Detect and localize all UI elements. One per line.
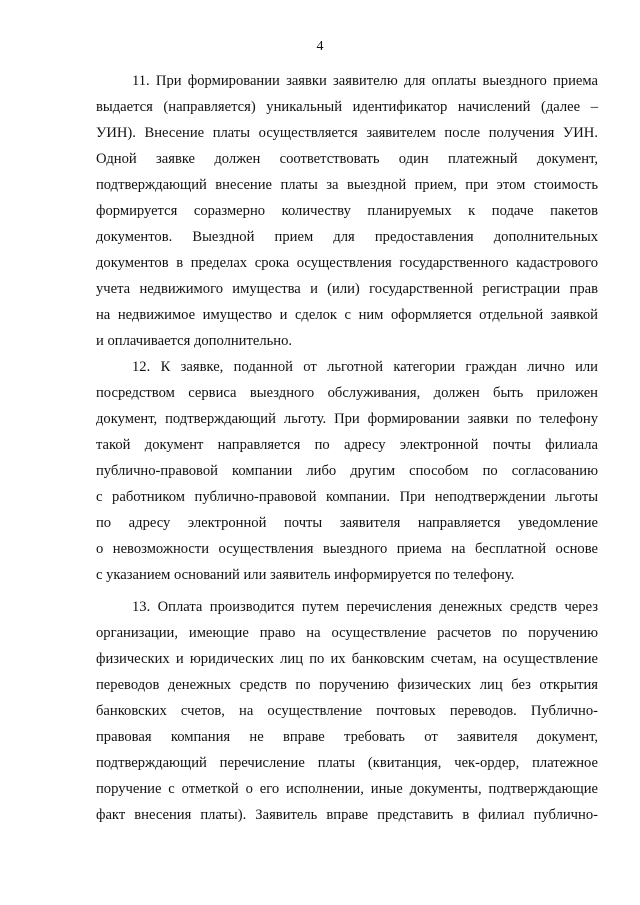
- text-line: УИН). Внесение платы осуществляется заявителем после получения УИН.: [96, 125, 598, 141]
- text-line: организации, имеющие право на осуществление расчетов по поручению: [96, 625, 598, 641]
- text-line: 11. При формировании заявки заявителю для оплаты выездного приема: [132, 73, 598, 89]
- text-line: с указанием оснований или заявитель информируется по телефону.: [96, 567, 515, 583]
- text-line: с работником публично-правовой компании. При неподтверждении льготы: [96, 489, 598, 505]
- document-body: [96, 68, 598, 828]
- text-line: о невозможности осуществления выездного приема на бесплатной основе: [96, 541, 598, 557]
- text-line: такой документ направляется по адресу электронной почты филиала: [96, 437, 598, 453]
- paragraph-1: [96, 68, 598, 354]
- text-line: на недвижимое имущество и сделок с ним оформляется отдельной заявкой: [96, 307, 598, 323]
- text-line: банковских счетов, на осуществление почтовых переводов. Публично-: [96, 703, 598, 719]
- text-line: поручение с отметкой о его исполнении, иные документы, подтверждающие: [96, 781, 598, 797]
- text-line: документов в пределах срока осуществления государственного кадастрового: [96, 255, 598, 271]
- text-line: выдается (направляется) уникальный идентификатор начислений (далее –: [96, 99, 598, 115]
- text-line: документов. Выездной прием для предоставления дополнительных: [96, 229, 598, 245]
- page-number: 4: [316, 39, 324, 54]
- text-line: формируется соразмерно количеству планируемых к подаче пакетов: [96, 203, 598, 219]
- text-line: подтверждающий внесение платы за выездной прием, при этом стоимость: [96, 177, 598, 193]
- text-line: 12. К заявке, поданной от льготной категории граждан лично или: [132, 359, 598, 375]
- text-line: физических и юридических лиц по их банковским счетам, на осуществление: [96, 651, 598, 667]
- text-line: правовая компания не вправе требовать от заявителя документ,: [96, 729, 598, 745]
- text-line: подтверждающий перечисление платы (квитанция, чек-ордер, платежное: [96, 755, 598, 771]
- text-line: 13. Оплата производится путем перечисления денежных средств через: [132, 599, 598, 615]
- text-line: учета недвижимого имущества и (или) государственной регистрации прав: [96, 281, 598, 297]
- text-line: Одной заявке должен соответствовать один платежный документ,: [96, 151, 598, 167]
- text-line: документ, подтверждающий льготу. При формировании заявки по телефону: [96, 411, 598, 427]
- paragraph-3: [96, 594, 598, 828]
- text-line: переводов денежных средств по поручению физических лиц без открытия: [96, 677, 598, 693]
- text-line: и оплачивается дополнительно.: [96, 333, 293, 349]
- text-line: по адресу электронной почты заявителя направляется уведомление: [96, 515, 598, 531]
- text-line: публично-правовой компании либо другим способом по согласованию: [96, 463, 598, 479]
- text-line: посредством сервиса выездного обслуживания, должен быть приложен: [96, 385, 598, 401]
- text-line: факт внесения платы). Заявитель вправе представить в филиал публично-: [96, 807, 598, 823]
- paragraph-2: [96, 354, 598, 588]
